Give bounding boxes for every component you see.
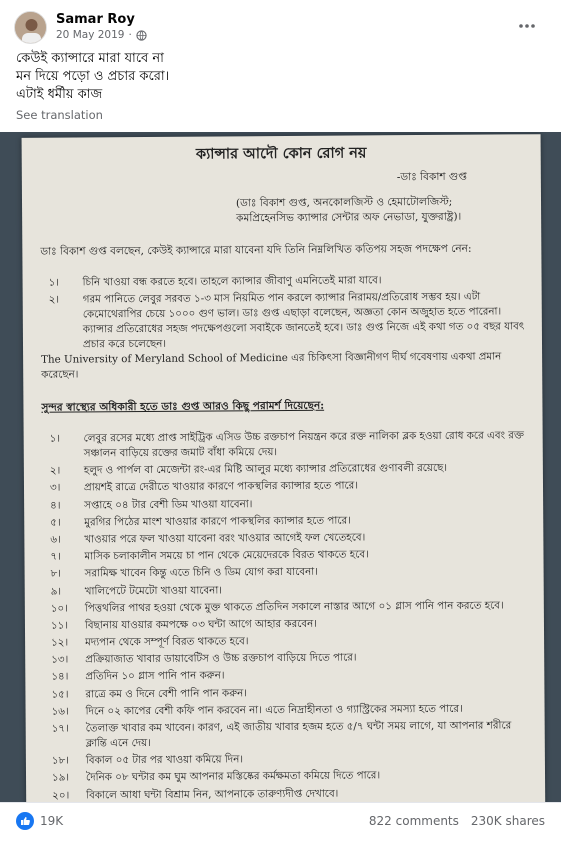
list-item-text: তৈলাক্ত খাবার কম খাবেন। কারণ, এই জাতীয় খাবার হজম হতে ৫/৭ ঘন্টা সময় লাগে, যা আপনার শরীরে ক্লান্তি এনে দেয়।: [85, 719, 512, 750]
list-item-number: ১৫।: [51, 688, 69, 701]
list-item-number: ১৩।: [51, 653, 69, 666]
list-item-number: ১১।: [50, 619, 69, 632]
list-item-text: পিত্তথলির পাথর হওয়া থেকে মুক্ত থাকতে প্রতিদিন সকালে নাস্তার আগে ০১ গ্লাস পানি পান করতে হবে।: [84, 599, 504, 615]
list-item-text: বিকালে আধা ঘন্টা বিশ্রাম নিন, আপনাকে তারুণ্যদীপ্ত দেখাবে।: [86, 787, 339, 801]
globe-icon: [136, 30, 147, 41]
list-item: [39, 598, 530, 616]
list-item-text: লেবুর রসের মধ্যে প্রাপ্ত সাইট্রিক এসিড উচ্চ রক্তচাপ নিয়ন্ত্রন করে রক্ত নালিকা ব্লক হওয়া রোধ করে এবং রক্ত সঞ্চালন বাড়িয়ে রক্তের জমাট বাঁধা কমিয়ে দেয়।: [83, 429, 524, 460]
list-item: [38, 529, 529, 547]
list-item-text: প্রক্রিয়াজাত খাবার ডায়াবেটিস ও উচ্চ রক্তচাপ বাড়িয়ে দিতে পারে।: [85, 651, 357, 666]
document-intro: ডাঃ বিকাশ গুপ্ত বলছেন, কেউই ক্যান্সারে মারা যাবেনা যদি তিনি নিম্নলিখিত কতিপয় সহজ পদক্ষেপ নেন:: [40, 242, 472, 258]
list-item: [38, 512, 529, 530]
document-affiliation: [36, 194, 527, 227]
list-item: [40, 750, 531, 768]
list-item-text: দিনে ০২ কাপের বেশী কফি পান করবেন না। এতে নিদ্রাহীনতা ও গ্যাস্ট্রিকের সমস্যা হতে পারে।: [85, 702, 463, 718]
list-item-text: সপ্তাহে ০৪ টার বেশী ডিম খাওয়া যাবেনা।: [84, 497, 253, 511]
list-item-text: প্রায়শই রাত্রে দেরীতে খাওয়ার কারণে পাকস্থলির ক্যান্সার হতে পারে।: [83, 479, 359, 494]
list-item: [38, 460, 529, 478]
list-item: [39, 581, 530, 599]
list-item: [40, 768, 531, 786]
post-meta: [56, 13, 147, 42]
list-item: [39, 684, 530, 702]
list-item: [38, 546, 529, 564]
list-item-number: ৯।: [50, 585, 62, 598]
list-item-number: ১।: [49, 432, 61, 445]
affiliation-line: কমপ্রিহেনসিভ ক্যান্সার সেন্টার অফ নেভাডা, যুক্তরাষ্ট্র)।: [236, 210, 462, 225]
author-name[interactable]: Samar Roy: [56, 11, 135, 27]
list-item-number: ১৮।: [51, 754, 70, 767]
list-item-text: হলুদ ও পার্পল বা মেজেন্টা রং-এর মিষ্টি আলুর মধ্যে ক্যান্সার প্রতিরোধের গুণাবলী রয়েছে।: [83, 462, 448, 477]
document-photo: [22, 134, 546, 802]
list-item: ১। চিনি খাওয়া বন্ধ করতে হবে। তাহলে ক্যান্সার জীবাণু এমনিতেই মারা যাবে।: [48, 274, 382, 289]
list-item-number: ১৪।: [51, 670, 69, 684]
document-list-2: [38, 428, 532, 802]
list-item-number: ১৬।: [51, 705, 69, 718]
list-item-text: মুরগির পিঠের মাংশ খাওয়ার কারণে পাকস্থলির ক্যান্সার হতে পারে।: [84, 514, 351, 529]
list-item: [39, 564, 530, 582]
comments-count[interactable]: 822 comments: [368, 813, 459, 828]
engagement-counts: [369, 814, 545, 828]
document-subheading: সুন্দর স্বাস্থ্যের অধিকারী হতে ডাঃ গুপ্ত আরও কিছু পরামর্শ দিয়েছেন:: [41, 399, 325, 414]
list-item: [39, 667, 530, 685]
list-item: ২। গরম পানিতে লেবুর সরবত ১-৩ মাস নিয়মিত পান করলে ক্যান্সার নিরাময়/প্রতিরোধ সম্ভব হয়। এটা কেমোথেরাপির চেয়ে ১০০০ গুণ ভাল। ডাঃ গুপ্ত এছাড়া বলেছেন, অজ্ঞতা কোন অজুহাত হতে পারেনা। ক্যান্সার প্রতিরোধের সহজ পদক্ষেপগুলো সবাইকে জানতেই হবে। ডাঃ গুপ্ত নিজে এই কথা গত ০৫ বছর যাবৎ প্রচার করে চলেছেন।: [48, 290, 525, 351]
list-item-number: ২০।: [52, 789, 70, 802]
more-options-icon[interactable]: [515, 14, 539, 38]
list-item-text: দৈনিক ০৮ ঘন্টার কম ঘুম আপনার মস্তিষ্কের কর্মক্ষমতা কমিয়ে দিতে পারে।: [85, 769, 381, 784]
affiliation-line: (ডাঃ বিকাশ গুপ্ত, অনকোলজিস্ট ও হেমাটোলজিস্ট;: [235, 195, 453, 210]
post-photo[interactable]: [0, 132, 561, 802]
post-text-line: কেউই ক্যান্সারে মারা যাবে না: [16, 51, 164, 66]
list-item: [40, 785, 531, 802]
list-item: [39, 632, 530, 650]
see-translation-link[interactable]: See translation: [16, 108, 103, 122]
post-text: [16, 50, 546, 104]
list-item-text: প্রতিদিন ১০ গ্লাস পানি পান করুন।: [85, 669, 225, 683]
list-item: [38, 478, 529, 496]
post-text-line: এটাই ধর্মীয় কাজ: [16, 87, 103, 102]
list-item-number: ৪।: [50, 499, 61, 512]
list-item-text: মদ্যপান থেকে সম্পূর্ণ বিরত থাকতে হবে।: [85, 635, 249, 649]
list-item: [39, 615, 530, 633]
document-list-1: [37, 272, 529, 352]
list-item-number: ১৯।: [51, 771, 70, 784]
list-item-number: ২।: [49, 464, 61, 477]
document-note: The University of Meryland School of Medicine এর চিকিৎসা বিজ্ঞানীগণ দীর্ঘ গবেষণায় একথা প্রমান করেছেন।: [41, 350, 502, 381]
list-item-number: ১২।: [51, 636, 69, 649]
like-reaction-icon: [16, 812, 34, 830]
list-item-number: ৬।: [50, 533, 61, 546]
list-item-text: রাত্রে কম ও দিনে বেশী পানি পান করুন।: [85, 686, 247, 701]
list-item: [39, 650, 530, 668]
post-footer: [0, 802, 561, 838]
list-item-number: ৫।: [50, 516, 61, 529]
list-item-text: বিছানায় যাওয়ার কমপক্ষে ০৩ ঘন্টা আগে আহার করবেন।: [84, 617, 317, 632]
list-item-text: বিকাল ০৫ টার পর খাওয়া কমিয়ে দিন।: [85, 753, 244, 767]
likes-count: 19K: [40, 813, 64, 828]
list-item-number: ৩।: [49, 481, 61, 495]
reactions-summary[interactable]: [16, 812, 63, 830]
shares-count[interactable]: 230K shares: [470, 813, 545, 828]
list-item: [38, 495, 529, 513]
avatar[interactable]: [14, 11, 47, 44]
document-byline: -ডাঃ বিকাশ গুপ্ত: [396, 170, 467, 184]
list-item: [40, 718, 531, 751]
post-subline: [56, 30, 147, 42]
post-header: [14, 10, 147, 44]
list-item: [38, 428, 529, 461]
post-text-line: মন দিয়ে পড়ো ও প্রচার করো।: [16, 69, 170, 84]
list-item-text: মাসিক চলাকালীন সময়ে চা পান থেকে মেয়েদেরকে বিরত থাকতে হবে।: [84, 548, 369, 563]
list-item-text: খালিপেটে টমেটো খাওয়া যাবেনা।: [84, 583, 223, 597]
list-item-number: ৮।: [50, 567, 62, 580]
post-date[interactable]: 20 May 2019: [56, 28, 125, 41]
list-item-number: ১০।: [50, 602, 68, 615]
list-item-number: ১৭।: [51, 722, 69, 735]
list-item-text: সরামিক্ষ খাবেন কিন্তু এতে চিনি ও ডিম যোগ করা যাবেনা।: [84, 566, 318, 580]
document-title: ক্যান্সার আদৌ কোন রোগ নয়: [195, 144, 367, 163]
meta-separator: ·: [128, 28, 132, 41]
list-item: [40, 701, 531, 719]
list-item-number: ৭।: [50, 550, 61, 563]
list-item-text: খাওয়ার পরে ফল খাওয়া যাবেনা বরং খাওয়ার আগেই ফল খেতেহবে।: [84, 531, 366, 546]
